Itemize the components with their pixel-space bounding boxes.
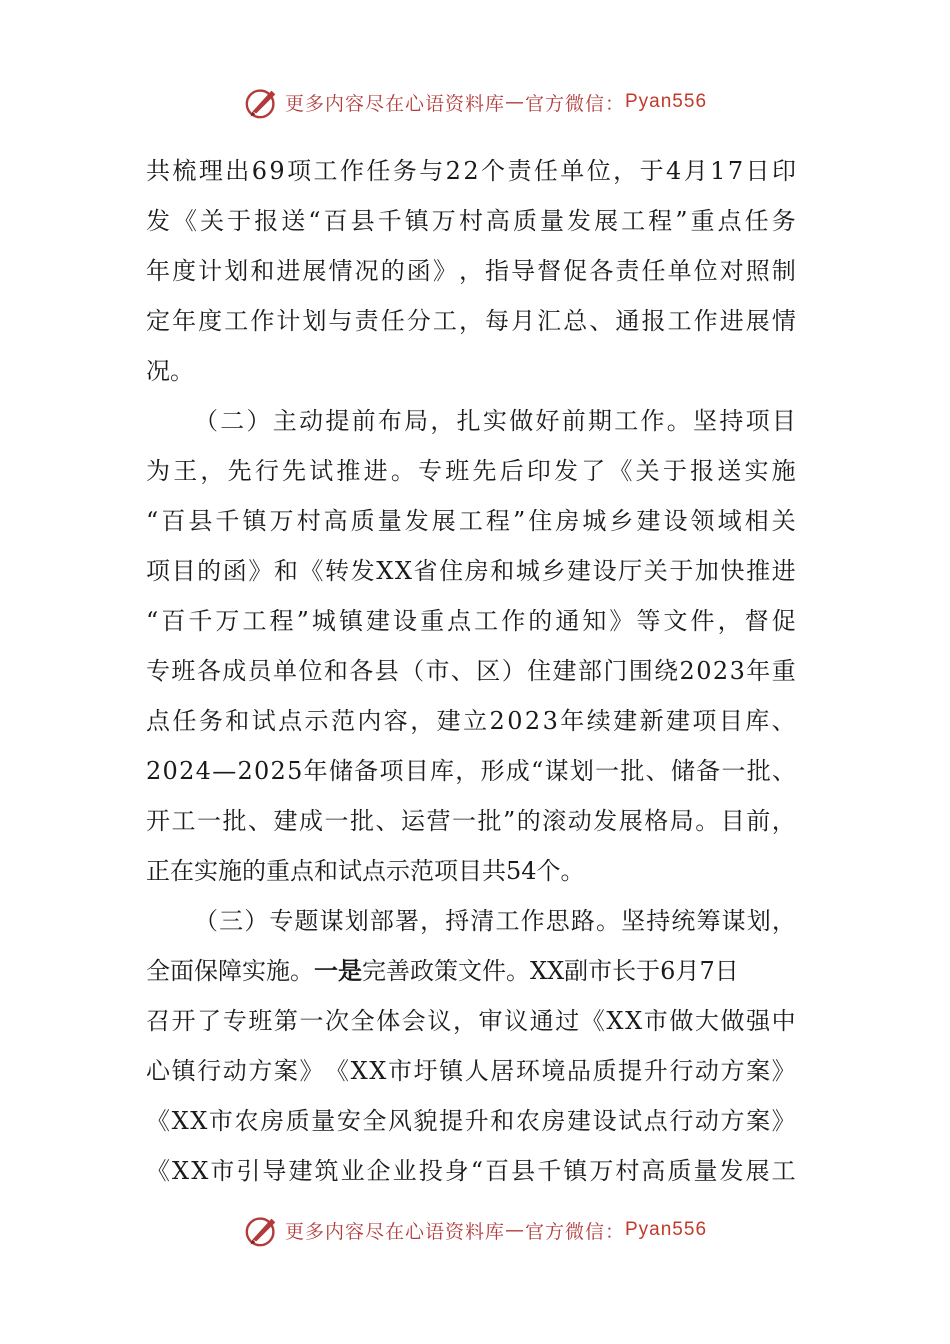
text-line: 年 度 计 划 和 进 展 情 况 的 函 》 ， 指 导 督 促 各 责 任 单 位 对 照 制 <box>146 257 796 285</box>
banner-wechat-label: 官方微信： <box>524 1220 625 1243</box>
text-line: 开 工 一 批 、 建 成 一 批 、 运 营 一 批 ” 的 滚 动 发 展 格 局 。 目 前 ， <box>146 807 796 835</box>
text-segment: 完善政策文件。XX副市长于6月7日 <box>362 957 739 985</box>
text-line: “ 百 县 千 镇 万 村 高 质 量 发 展 工 程 ” 住 房 城 乡 建 设 领 域 相 关 <box>146 507 796 535</box>
text-line: “ 百 千 万 工 程 ” 城 镇 建 设 重 点 工 作 的 通 知 》 等 文 件 ， 督 促 <box>146 607 796 635</box>
text-line: 况。 <box>146 357 194 385</box>
paragraph-3 <box>146 896 796 1196</box>
header-banner <box>0 80 950 124</box>
text-line: 心 镇 行 动 方 案 》 《 X X 市 圩 镇 人 居 环 境 品 质 提 升 行 动 方 案 》 <box>146 1057 796 1085</box>
text-line: 共 梳 理 出 6 9 项 工 作 任 务 与 2 2 个 责 任 单 位 ， 于 4 月 1 7 日 印 <box>146 157 796 185</box>
text-line: 项 目 的 函 》 和 《 转 发 X X 省 住 房 和 城 乡 建 设 厅 关 于 加 快 推 进 <box>146 557 796 585</box>
text-line: 2 0 2 4 — 2 0 2 5 年 储 备 项 目 库 ， 形 成 “ 谋 划 一 批 、 储 备 一 批 、 <box>146 757 796 785</box>
banner-text: 更多内容尽在心语资料库 <box>284 92 505 115</box>
paragraph-2 <box>146 396 796 896</box>
pen-logo-icon <box>243 83 281 121</box>
text-segment: 全面保障实施。 <box>146 957 314 985</box>
text-line: 正在实施的重点和试点示范项目共54个。 <box>146 857 585 885</box>
text-line: （ 二 ） 主 动 提 前 布 局 ， 扎 实 做 好 前 期 工 作 。 坚 持 项 目 <box>194 407 796 435</box>
pen-logo-icon <box>243 1211 281 1249</box>
footer-banner <box>0 1208 950 1252</box>
text-line: 《 X X 市 引 导 建 筑 业 企 业 投 身 “ 百 县 千 镇 万 村 高 质 量 发 展 工 <box>146 1157 796 1185</box>
text-line <box>146 946 796 996</box>
paragraph-1 <box>146 146 796 396</box>
text-line: 定 年 度 工 作 计 划 与 责 任 分 工 ， 每 月 汇 总 、 通 报 工 作 进 展 情 <box>146 307 796 335</box>
text-line: 点 任 务 和 试 点 示 范 内 容 ， 建 立 2 0 2 3 年 续 建 新 建 项 目 库 、 <box>146 707 796 735</box>
text-line: 发 《 关 于 报 送 “ 百 县 千 镇 万 村 高 质 量 发 展 工 程 ” 重 点 任 务 <box>146 207 796 235</box>
bold-marker: 一是 <box>314 956 362 985</box>
text-line: 《 X X 市 农 房 质 量 安 全 风 貌 提 升 和 农 房 建 设 试 点 行 动 方 案 》 <box>146 1107 796 1135</box>
banner-wechat-id: Pyan556 <box>625 91 708 112</box>
text-line: 专 班 各 成 员 单 位 和 各 县 （ 市 、 区 ） 住 建 部 门 围 绕 2 0 2 3 年 重 <box>146 657 796 685</box>
banner-wechat-label: 官方微信： <box>524 92 625 115</box>
banner-dash: — <box>504 1219 525 1241</box>
banner-wechat-id: Pyan556 <box>625 1219 708 1240</box>
text-line: 为 王 ， 先 行 先 试 推 进 。 专 班 先 后 印 发 了 《 关 于 报 送 实 施 <box>146 457 796 485</box>
document-body <box>146 146 796 1196</box>
text-line: 召 开 了 专 班 第 一 次 全 体 会 议 ， 审 议 通 过 《 X X 市 做 大 做 强 中 <box>146 1007 796 1035</box>
banner-dash: — <box>504 91 525 113</box>
text-line: （ 三 ） 专 题 谋 划 部 署 ， 捋 清 工 作 思 路 。 坚 持 统 筹 谋 划 ， <box>194 907 796 935</box>
banner-text: 更多内容尽在心语资料库 <box>284 1220 505 1243</box>
